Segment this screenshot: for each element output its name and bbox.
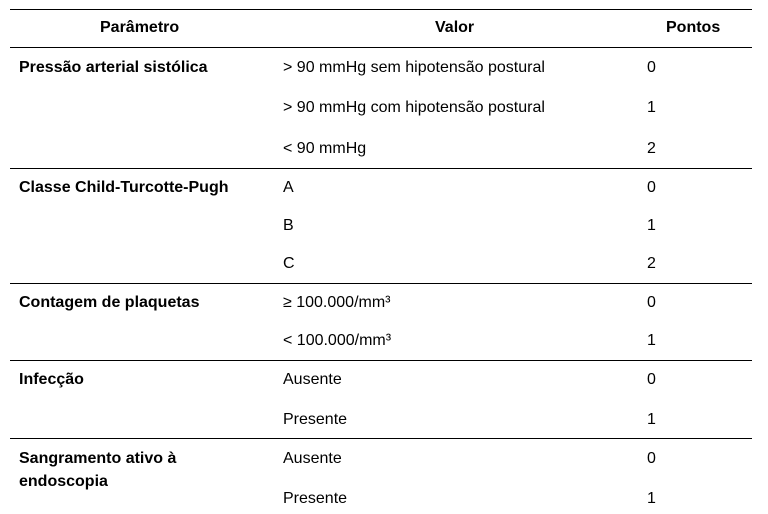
header-rule bbox=[10, 47, 752, 48]
header-value: Valor bbox=[435, 19, 475, 36]
points-cell: 1 bbox=[647, 490, 656, 507]
value-cell: > 90 mmHg sem hipotensão postural bbox=[283, 59, 545, 76]
points-cell: 0 bbox=[647, 179, 656, 196]
points-cell: 0 bbox=[647, 59, 656, 76]
points-cell: 1 bbox=[647, 99, 656, 116]
value-cell: > 90 mmHg com hipotensão postural bbox=[283, 99, 545, 116]
points-cell: 1 bbox=[647, 217, 656, 234]
header-param: Parâmetro bbox=[100, 19, 180, 36]
group-divider bbox=[10, 283, 752, 284]
points-cell: 1 bbox=[647, 411, 656, 428]
value-cell: Presente bbox=[283, 490, 348, 507]
param-label: Infecção bbox=[19, 371, 84, 388]
points-cell: 0 bbox=[647, 371, 656, 388]
value-cell: Ausente bbox=[283, 450, 342, 467]
param-label: Sangramento ativo à bbox=[19, 450, 177, 467]
param-label: Contagem de plaquetas bbox=[19, 294, 200, 311]
group-divider bbox=[10, 360, 752, 361]
points-cell: 0 bbox=[647, 450, 656, 467]
group-divider bbox=[10, 168, 752, 169]
group-divider bbox=[10, 438, 752, 439]
value-cell: Ausente bbox=[283, 371, 342, 388]
param-label-continued: endoscopia bbox=[19, 473, 108, 490]
value-cell: ≥ 100.000/mm³ bbox=[283, 294, 391, 311]
value-cell: A bbox=[283, 179, 294, 196]
header-points: Pontos bbox=[666, 19, 721, 36]
points-cell: 2 bbox=[647, 255, 656, 272]
value-cell: B bbox=[283, 217, 294, 234]
value-cell: C bbox=[283, 255, 295, 272]
table-top-rule bbox=[10, 9, 752, 10]
param-label: Pressão arterial sistólica bbox=[19, 59, 208, 76]
points-cell: 0 bbox=[647, 294, 656, 311]
points-cell: 1 bbox=[647, 332, 656, 349]
value-cell: Presente bbox=[283, 411, 348, 428]
points-cell: 2 bbox=[647, 140, 656, 157]
param-label: Classe Child-Turcotte-Pugh bbox=[19, 179, 229, 196]
value-cell: < 90 mmHg bbox=[283, 140, 367, 157]
value-cell: < 100.000/mm³ bbox=[283, 332, 392, 349]
